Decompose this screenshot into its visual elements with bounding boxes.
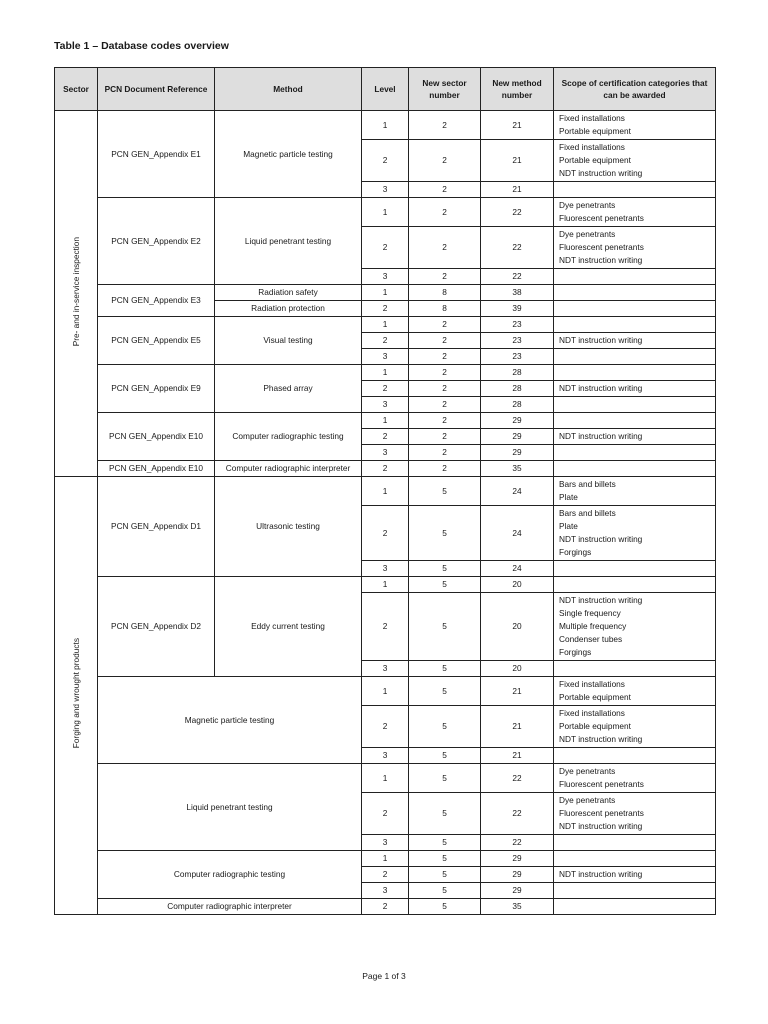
scope-item: NDT instruction writing xyxy=(559,168,643,178)
scope-cell xyxy=(554,429,716,445)
table-caption: Table 1 – Database codes overview xyxy=(54,40,229,52)
sector-number-cell: 5 xyxy=(409,851,481,867)
scope-item: Single frequency xyxy=(559,608,621,618)
table-row xyxy=(55,198,716,227)
table-row xyxy=(55,851,716,867)
level-cell: 2 xyxy=(362,227,409,269)
method-cell: Phased array xyxy=(215,365,362,413)
doc-ref-cell: PCN GEN_Appendix D2 xyxy=(98,577,215,677)
method-cell: Eddy current testing xyxy=(215,577,362,677)
method-number-cell: 21 xyxy=(481,140,554,182)
sector-number-cell: 5 xyxy=(409,706,481,748)
doc-ref-cell: PCN GEN_Appendix E2 xyxy=(98,198,215,285)
sector-number-cell: 2 xyxy=(409,445,481,461)
scope-cell xyxy=(554,413,716,429)
method-number-cell: 29 xyxy=(481,883,554,899)
scope-cell xyxy=(554,111,716,140)
table-row xyxy=(55,477,716,506)
scope-cell xyxy=(554,349,716,365)
method-number-cell: 24 xyxy=(481,561,554,577)
level-cell: 2 xyxy=(362,706,409,748)
scope-cell xyxy=(554,561,716,577)
doc-ref-cell: PCN GEN_Appendix E1 xyxy=(98,111,215,198)
scope-item: Fixed installations xyxy=(559,113,625,123)
method-number-cell: 22 xyxy=(481,764,554,793)
scope-item: Dye penetrants xyxy=(559,200,616,210)
scope-cell xyxy=(554,397,716,413)
scope-cell xyxy=(554,227,716,269)
table-row xyxy=(55,677,716,706)
scope-item: NDT instruction writing xyxy=(559,534,643,544)
level-cell: 3 xyxy=(362,445,409,461)
scope-cell xyxy=(554,182,716,198)
sector-number-cell: 5 xyxy=(409,506,481,561)
sector-number-cell: 2 xyxy=(409,365,481,381)
method-cell: Computer radiographic testing xyxy=(98,851,362,899)
header-method: Method xyxy=(215,68,362,111)
method-number-cell: 29 xyxy=(481,445,554,461)
method-number-cell: 22 xyxy=(481,793,554,835)
method-number-cell: 29 xyxy=(481,429,554,445)
scope-item: Fluorescent penetrants xyxy=(559,779,644,789)
sector-number-cell: 2 xyxy=(409,349,481,365)
sector-number-cell: 2 xyxy=(409,111,481,140)
sector-number-cell: 2 xyxy=(409,227,481,269)
method-number-cell: 24 xyxy=(481,506,554,561)
sector-number-cell: 2 xyxy=(409,317,481,333)
method-number-cell: 21 xyxy=(481,182,554,198)
level-cell: 3 xyxy=(362,748,409,764)
method-number-cell: 35 xyxy=(481,899,554,915)
scope-item: Fixed installations xyxy=(559,142,625,152)
method-number-cell: 38 xyxy=(481,285,554,301)
sector-number-cell: 5 xyxy=(409,661,481,677)
scope-item: Forgings xyxy=(559,547,592,557)
doc-ref-cell: PCN GEN_Appendix E5 xyxy=(98,317,215,365)
sector-number-cell: 5 xyxy=(409,677,481,706)
level-cell: 2 xyxy=(362,333,409,349)
scope-item: Fluorescent penetrants xyxy=(559,213,644,223)
scope-cell xyxy=(554,365,716,381)
sector-label: Pre- and in-service inspection xyxy=(70,236,81,347)
method-number-cell: 21 xyxy=(481,748,554,764)
header-doc-ref: PCN Document Reference xyxy=(98,68,215,111)
scope-item: Dye penetrants xyxy=(559,795,616,805)
method-number-cell: 23 xyxy=(481,349,554,365)
method-number-cell: 28 xyxy=(481,381,554,397)
scope-item: Fixed installations xyxy=(559,708,625,718)
level-cell: 3 xyxy=(362,883,409,899)
method-number-cell: 20 xyxy=(481,593,554,661)
header-row xyxy=(55,68,716,111)
level-cell: 2 xyxy=(362,593,409,661)
sector-number-cell: 5 xyxy=(409,477,481,506)
sector-number-cell: 5 xyxy=(409,764,481,793)
scope-cell xyxy=(554,764,716,793)
scope-item: Fluorescent penetrants xyxy=(559,808,644,818)
level-cell: 1 xyxy=(362,317,409,333)
table-row xyxy=(55,899,716,915)
level-cell: 2 xyxy=(362,899,409,915)
scope-item: Dye penetrants xyxy=(559,229,616,239)
table-row xyxy=(55,317,716,333)
sector-number-cell: 8 xyxy=(409,285,481,301)
scope-item: Plate xyxy=(559,492,578,502)
method-number-cell: 39 xyxy=(481,301,554,317)
level-cell: 2 xyxy=(362,793,409,835)
level-cell: 3 xyxy=(362,835,409,851)
doc-ref-cell: PCN GEN_Appendix E9 xyxy=(98,365,215,413)
scope-item: Portable equipment xyxy=(559,155,631,165)
sector-cell xyxy=(55,111,98,477)
scope-cell xyxy=(554,661,716,677)
table-row xyxy=(55,764,716,793)
header-sector-number: New sector number xyxy=(409,68,481,111)
level-cell: 1 xyxy=(362,851,409,867)
scope-cell xyxy=(554,333,716,349)
doc-ref-cell: PCN GEN_Appendix E10 xyxy=(98,413,215,461)
method-cell: Visual testing xyxy=(215,317,362,365)
scope-item: Fixed installations xyxy=(559,679,625,689)
scope-cell xyxy=(554,748,716,764)
scope-cell xyxy=(554,851,716,867)
sector-number-cell: 5 xyxy=(409,561,481,577)
method-cell: Liquid penetrant testing xyxy=(98,764,362,851)
doc-ref-cell: PCN GEN_Appendix E3 xyxy=(98,285,215,317)
sector-cell xyxy=(55,477,98,915)
sector-number-cell: 5 xyxy=(409,793,481,835)
method-cell: Ultrasonic testing xyxy=(215,477,362,577)
level-cell: 3 xyxy=(362,661,409,677)
scope-item: NDT instruction writing xyxy=(559,734,643,744)
scope-item: Portable equipment xyxy=(559,126,631,136)
doc-ref-cell: PCN GEN_Appendix D1 xyxy=(98,477,215,577)
page-footer: Page 1 of 3 xyxy=(362,971,406,981)
level-cell: 1 xyxy=(362,365,409,381)
level-cell: 2 xyxy=(362,429,409,445)
method-number-cell: 23 xyxy=(481,317,554,333)
method-number-cell: 28 xyxy=(481,365,554,381)
method-cell: Radiation safety xyxy=(215,285,362,301)
sector-number-cell: 5 xyxy=(409,593,481,661)
method-cell: Radiation protection xyxy=(215,301,362,317)
sector-number-cell: 2 xyxy=(409,429,481,445)
method-number-cell: 21 xyxy=(481,677,554,706)
scope-item: Forgings xyxy=(559,647,592,657)
scope-cell xyxy=(554,198,716,227)
level-cell: 2 xyxy=(362,301,409,317)
method-number-cell: 22 xyxy=(481,269,554,285)
scope-cell xyxy=(554,269,716,285)
scope-cell xyxy=(554,381,716,397)
table-row xyxy=(55,365,716,381)
level-cell: 3 xyxy=(362,561,409,577)
sector-number-cell: 5 xyxy=(409,577,481,593)
sector-number-cell: 2 xyxy=(409,413,481,429)
method-number-cell: 29 xyxy=(481,413,554,429)
method-number-cell: 24 xyxy=(481,477,554,506)
level-cell: 3 xyxy=(362,397,409,413)
scope-cell xyxy=(554,506,716,561)
method-number-cell: 35 xyxy=(481,461,554,477)
scope-cell xyxy=(554,317,716,333)
sector-number-cell: 2 xyxy=(409,461,481,477)
table-row xyxy=(55,285,716,301)
method-cell: Computer radiographic interpreter xyxy=(215,461,362,477)
table-row xyxy=(55,413,716,429)
scope-cell xyxy=(554,706,716,748)
level-cell: 1 xyxy=(362,577,409,593)
scope-cell xyxy=(554,835,716,851)
scope-item: NDT instruction writing xyxy=(559,869,643,879)
scope-cell xyxy=(554,285,716,301)
scope-item: Dye penetrants xyxy=(559,766,616,776)
sector-number-cell: 2 xyxy=(409,140,481,182)
sector-number-cell: 2 xyxy=(409,198,481,227)
method-number-cell: 29 xyxy=(481,867,554,883)
scope-cell xyxy=(554,301,716,317)
sector-number-cell: 5 xyxy=(409,835,481,851)
scope-item: NDT instruction writing xyxy=(559,595,643,605)
method-cell: Magnetic particle testing xyxy=(215,111,362,198)
level-cell: 1 xyxy=(362,677,409,706)
scope-cell xyxy=(554,140,716,182)
method-number-cell: 21 xyxy=(481,111,554,140)
scope-cell xyxy=(554,883,716,899)
level-cell: 1 xyxy=(362,413,409,429)
scope-item: NDT instruction writing xyxy=(559,335,643,345)
level-cell: 2 xyxy=(362,506,409,561)
scope-cell xyxy=(554,593,716,661)
scope-cell xyxy=(554,461,716,477)
doc-ref-cell: PCN GEN_Appendix E10 xyxy=(98,461,215,477)
method-cell: Magnetic particle testing xyxy=(98,677,362,764)
scope-item: NDT instruction writing xyxy=(559,383,643,393)
sector-number-cell: 5 xyxy=(409,748,481,764)
sector-number-cell: 8 xyxy=(409,301,481,317)
level-cell: 3 xyxy=(362,182,409,198)
scope-item: Bars and billets xyxy=(559,479,616,489)
scope-item: NDT instruction writing xyxy=(559,255,643,265)
method-cell: Computer radiographic interpreter xyxy=(98,899,362,915)
sector-number-cell: 2 xyxy=(409,182,481,198)
database-codes-table xyxy=(54,67,716,915)
table-row xyxy=(55,577,716,593)
scope-item: Fluorescent penetrants xyxy=(559,242,644,252)
level-cell: 2 xyxy=(362,461,409,477)
method-number-cell: 22 xyxy=(481,835,554,851)
scope-item: Plate xyxy=(559,521,578,531)
scope-cell xyxy=(554,867,716,883)
sector-number-cell: 2 xyxy=(409,397,481,413)
scope-item: Portable equipment xyxy=(559,692,631,702)
method-number-cell: 20 xyxy=(481,661,554,677)
level-cell: 1 xyxy=(362,111,409,140)
sector-number-cell: 2 xyxy=(409,269,481,285)
scope-cell xyxy=(554,477,716,506)
sector-number-cell: 2 xyxy=(409,333,481,349)
method-number-cell: 22 xyxy=(481,227,554,269)
scope-cell xyxy=(554,899,716,915)
header-sector: Sector xyxy=(55,68,98,111)
level-cell: 2 xyxy=(362,140,409,182)
level-cell: 1 xyxy=(362,285,409,301)
scope-cell xyxy=(554,445,716,461)
table-row xyxy=(55,461,716,477)
method-number-cell: 20 xyxy=(481,577,554,593)
level-cell: 2 xyxy=(362,381,409,397)
sector-number-cell: 5 xyxy=(409,867,481,883)
sector-number-cell: 2 xyxy=(409,381,481,397)
scope-item: NDT instruction writing xyxy=(559,431,643,441)
method-cell: Computer radiographic testing xyxy=(215,413,362,461)
method-number-cell: 29 xyxy=(481,851,554,867)
sector-number-cell: 5 xyxy=(409,883,481,899)
method-number-cell: 23 xyxy=(481,333,554,349)
level-cell: 3 xyxy=(362,349,409,365)
sector-number-cell: 5 xyxy=(409,899,481,915)
method-number-cell: 21 xyxy=(481,706,554,748)
header-method-number: New method number xyxy=(481,68,554,111)
scope-item: Multiple frequency xyxy=(559,621,627,631)
level-cell: 3 xyxy=(362,269,409,285)
scope-item: Bars and billets xyxy=(559,508,616,518)
method-number-cell: 22 xyxy=(481,198,554,227)
scope-cell xyxy=(554,793,716,835)
scope-item: NDT instruction writing xyxy=(559,821,643,831)
method-cell: Liquid penetrant testing xyxy=(215,198,362,285)
header-scope: Scope of certification categories that can be awarded xyxy=(554,68,716,111)
scope-item: Portable equipment xyxy=(559,721,631,731)
level-cell: 1 xyxy=(362,198,409,227)
scope-cell xyxy=(554,577,716,593)
sector-label: Forging and wrought products xyxy=(70,638,81,749)
level-cell: 1 xyxy=(362,477,409,506)
method-number-cell: 28 xyxy=(481,397,554,413)
table-row xyxy=(55,111,716,140)
level-cell: 2 xyxy=(362,867,409,883)
scope-item: Condenser tubes xyxy=(559,634,623,644)
scope-cell xyxy=(554,677,716,706)
level-cell: 1 xyxy=(362,764,409,793)
header-level: Level xyxy=(362,68,409,111)
